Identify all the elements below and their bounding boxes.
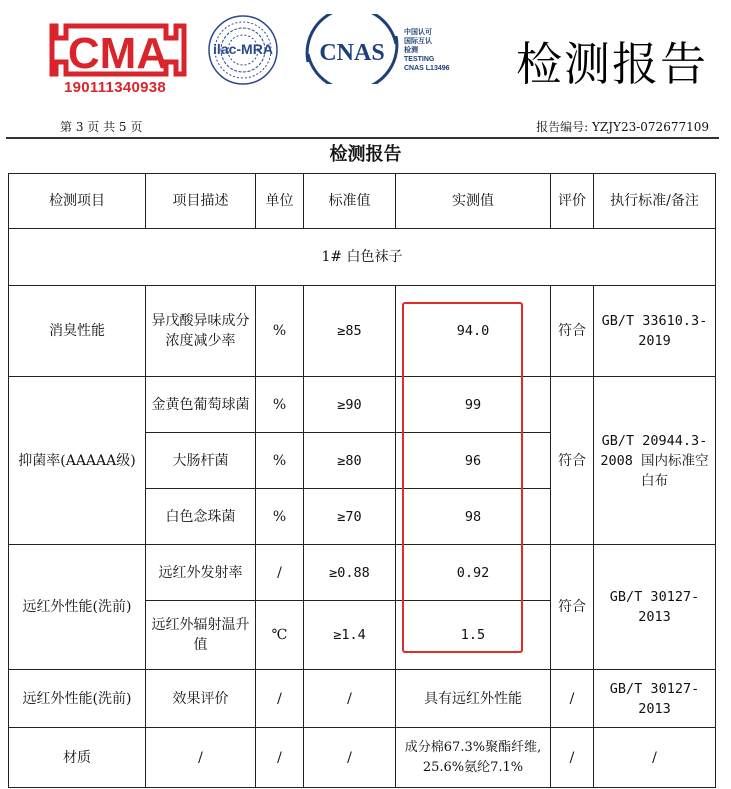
eval-cell: 符合	[551, 545, 594, 670]
header-cell: 标准值	[304, 174, 396, 229]
page-info: 第 3 页 共 5 页	[60, 120, 143, 134]
standard-cell: GB/T 30127-2013	[594, 545, 716, 670]
section-title: 检测报告	[329, 144, 402, 165]
value-cell: 98	[396, 489, 551, 545]
std-cell: /	[304, 728, 396, 788]
unit-cell: /	[256, 670, 304, 728]
unit-cell: %	[256, 489, 304, 545]
eval-cell: /	[551, 728, 594, 788]
value-cell: 96	[396, 433, 551, 489]
value-cell: 具有远红外性能	[396, 670, 551, 728]
item-cell: 材质	[9, 728, 146, 788]
sample-row	[9, 229, 716, 286]
value-cell: 99	[396, 377, 551, 433]
results-table	[8, 173, 716, 788]
report-number: 报告编号: YZJY23-072677109	[536, 120, 709, 134]
desc-cell: 效果评价	[146, 670, 256, 728]
standard-cell: GB/T 30127-2013	[594, 670, 716, 728]
header-cell: 检测项目	[9, 174, 146, 229]
ilac-logo-text: ilac-MRA	[213, 41, 273, 57]
cnas-logo-text: CNAS	[319, 40, 385, 66]
table-row	[9, 545, 716, 601]
header-cell: 项目描述	[146, 174, 256, 229]
cnas-caption-line: TESTING	[404, 56, 435, 63]
std-cell: /	[304, 670, 396, 728]
unit-cell: %	[256, 286, 304, 377]
desc-cell: 大肠杆菌	[146, 433, 256, 489]
unit-cell: %	[256, 433, 304, 489]
report-header	[0, 0, 731, 112]
cnas-caption-line: 国际互认	[404, 38, 432, 45]
header-cell: 评价	[551, 174, 594, 229]
std-cell: ≥85	[304, 286, 396, 377]
header-cell: 执行标准/备注	[594, 174, 716, 229]
cnas-caption	[404, 28, 450, 73]
cnas-caption-line: 中国认可	[404, 29, 432, 36]
table-row	[9, 377, 716, 433]
cma-logo-text: CMA	[67, 29, 169, 78]
desc-cell: 白色念珠菌	[146, 489, 256, 545]
header-cell: 实测值	[396, 174, 551, 229]
desc-cell: 金黄色葡萄球菌	[146, 377, 256, 433]
cnas-caption-line: 检测	[404, 47, 418, 54]
header-divider	[6, 137, 719, 139]
cma-number: 190111340938	[64, 79, 167, 96]
sample-name: 1# 白色袜子	[9, 229, 716, 286]
table-row	[9, 670, 716, 728]
ilac-mra-logo	[193, 10, 293, 90]
unit-cell: ℃	[256, 601, 304, 670]
cnas-caption-line: CNAS L13496	[404, 65, 450, 72]
desc-cell: 异戊酸异味成分 浓度减少率	[146, 286, 256, 377]
unit-cell: %	[256, 377, 304, 433]
value-cell: 成分棉67.3%聚酯纤维, 25.6%氨纶7.1%	[396, 728, 551, 788]
unit-cell: /	[256, 545, 304, 601]
item-cell: 远红外性能(洗前)	[9, 545, 146, 670]
std-cell: ≥70	[304, 489, 396, 545]
eval-cell: 符合	[551, 286, 594, 377]
header-cell: 单位	[256, 174, 304, 229]
table-row	[9, 286, 716, 377]
cnas-logo	[300, 14, 404, 84]
item-cell: 消臭性能	[9, 286, 146, 377]
item-cell: 抑菌率(AAAAA级)	[9, 377, 146, 545]
desc-cell: /	[146, 728, 256, 788]
std-cell: ≥80	[304, 433, 396, 489]
std-cell: ≥0.88	[304, 545, 396, 601]
standard-cell: /	[594, 728, 716, 788]
desc-cell: 远红外发射率	[146, 545, 256, 601]
desc-cell: 远红外辐射温升 值	[146, 601, 256, 670]
eval-cell: 符合	[551, 377, 594, 545]
eval-cell: /	[551, 670, 594, 728]
value-cell: 0.92	[396, 545, 551, 601]
table-row	[9, 728, 716, 788]
unit-cell: /	[256, 728, 304, 788]
value-cell: 1.5	[396, 601, 551, 670]
standard-cell: GB/T 20944.3-2008 国内标准空白布	[594, 377, 716, 545]
value-cell: 94.0	[396, 286, 551, 377]
item-cell: 远红外性能(洗前)	[9, 670, 146, 728]
document-title: 检测报告	[516, 37, 708, 91]
table-header-row	[9, 174, 716, 229]
standard-cell: GB/T 33610.3-2019	[594, 286, 716, 377]
std-cell: ≥90	[304, 377, 396, 433]
std-cell: ≥1.4	[304, 601, 396, 670]
